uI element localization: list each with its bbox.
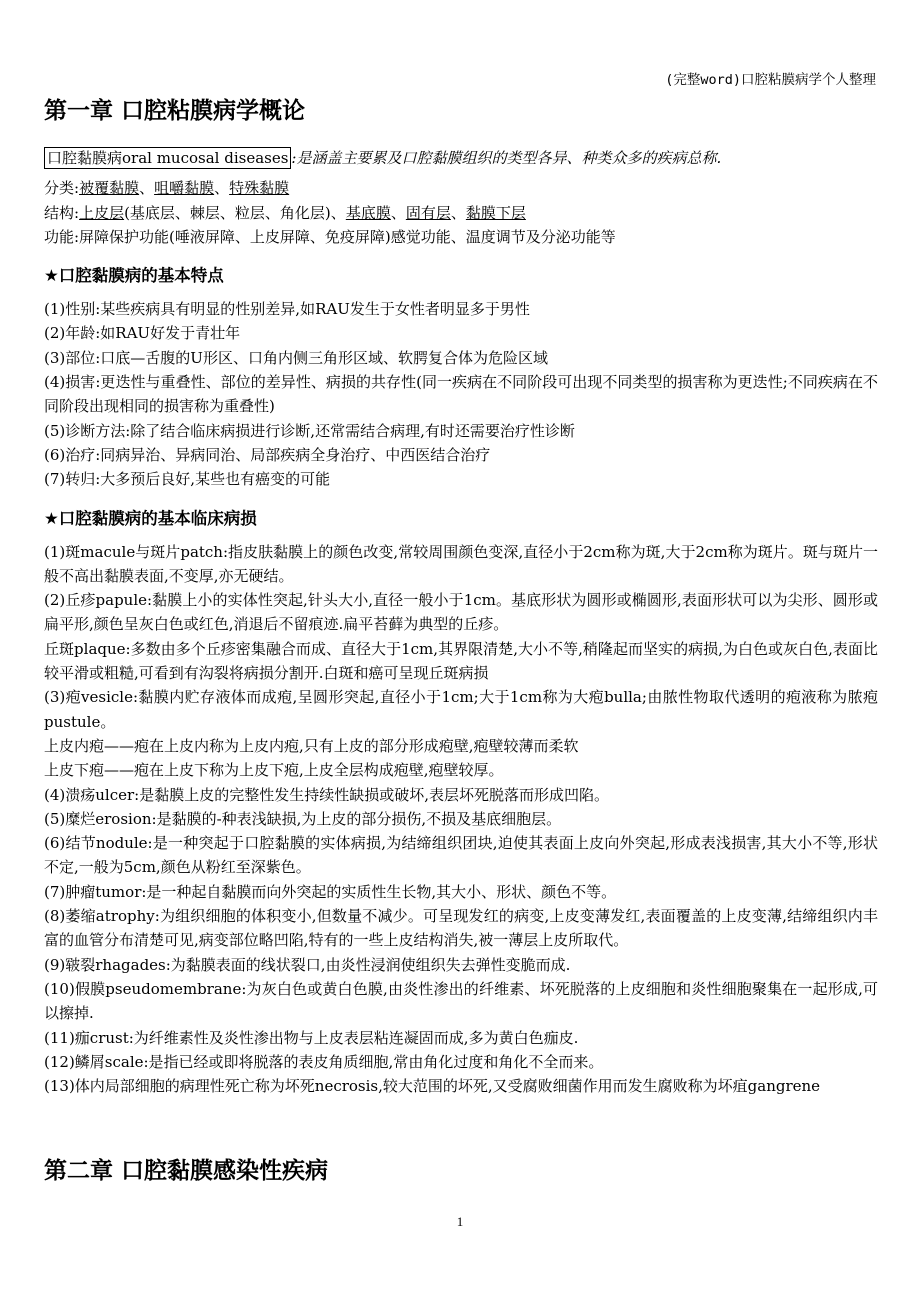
page-content: [44, 96, 878, 1184]
definition-paragraph: [44, 146, 878, 170]
list-item: (1)斑macule与斑片patch:指皮肤黏膜上的颜色改变,常较周围颜色变深,直径小于2cm称为斑,大于2cm称为斑片。斑与斑片一般不高出黏膜表面,不变厚,亦无硬结。: [44, 542, 878, 585]
list-item: (9)皲裂rhagades:为黏膜表面的线状裂口,由炎性浸润使组织失去弹性变脆而成.: [44, 955, 571, 974]
structure-item: 基底膜: [345, 203, 391, 222]
section-1-title: ★口腔黏膜病的基本特点: [44, 266, 224, 286]
list-item: (4)损害:更迭性与重叠性、部位的差异性、病损的共存性(同一疾病在不同阶段可出现不同类型的损害称为更迭性;不同疾病在不同阶段出现相同的损害称为重叠性): [44, 373, 878, 416]
page-number: 1: [456, 1214, 464, 1229]
structure-note: (基底层、棘层、粒层、角化层): [124, 203, 331, 222]
definition-term: 口腔黏膜病oral mucosal diseases: [44, 147, 291, 169]
classification-item: 特殊黏膜: [229, 179, 290, 198]
separator: 、: [390, 203, 406, 222]
list-item: (10)假膜pseudomembrane:为灰白色或黄白色膜,由炎性渗出的纤维素、坏死脱落的上皮细胞和炎性细胞聚集在一起形成,可以擦掉.: [44, 979, 878, 1023]
list-item: (1)性别:某些疾病具有明显的性别差异,如RAU发生于女性者明显多于男性: [44, 300, 530, 319]
list-item: (7)肿瘤tumor:是一种起自黏膜而向外突起的实质性生长物,其大小、形状、颜色不等。: [44, 882, 617, 901]
list-item: (5)糜烂erosion:是黏膜的-种表浅缺损,为上皮的部分损伤,不损及基底细胞层。: [44, 809, 562, 828]
definition-text: :是涵盖主要累及口腔黏膜组织的类型各异、种类众多的疾病总称.: [291, 149, 722, 167]
separator: 、: [330, 203, 346, 222]
list-item: (8)萎缩atrophy:为组织细胞的体积变小,但数量不减少。可呈现发红的病变,上皮变薄发红,表面覆盖的上皮变薄,结缔组织内丰富的血管分布清楚可见,病变部位略凹陷,特有的一些上皮结构消失,被一薄层上皮所取代。: [44, 907, 878, 950]
list-item: (2)丘疹papule:黏膜上小的实体性突起,针头大小,直径一般小于1cm。基底形状为圆形或椭圆形,表面形状可以为尖形、圆形或扁平形,颜色呈灰白色或红色,消退后不留痕迹.扁平苔藓为典型的丘疹。: [44, 591, 878, 634]
section-2-title: ★口腔黏膜病的基本临床病损: [44, 508, 257, 528]
structure-label: 结构:: [44, 203, 80, 222]
separator: 、: [450, 203, 466, 222]
structure-item: 上皮层: [79, 203, 125, 222]
structure-item: 固有层: [405, 203, 451, 222]
list-item: (6)治疗:同病异治、异病同治、局部疾病全身治疗、中西医结合治疗: [44, 445, 491, 464]
list-item: (11)痂crust:为纤维素性及炎性渗出物与上皮表层粘连凝固而成,多为黄白色痂皮.: [44, 1028, 579, 1047]
chapter-2-title: 第二章 口腔黏膜感染性疾病: [44, 1158, 329, 1184]
list-item: (3)疱vesicle:黏膜内贮存液体而成疱,呈圆形突起,直径小于1cm;大于1cm称为大疱bulla;由脓性物取代透明的疱液称为脓疱pustule。: [44, 688, 878, 731]
classification-label: 分类:: [44, 179, 80, 198]
separator: 、: [214, 179, 230, 198]
structure-line: [44, 201, 878, 225]
list-item: 上皮下疱——疱在上皮下称为上皮下疱,上皮全层构成疱壁,疱壁较厚。: [44, 761, 504, 780]
list-item: (13)体内局部细胞的病理性死亡称为坏死necrosis,较大范围的坏死,又受腐败细菌作用而发生腐败称为坏疽gangrene: [44, 1077, 821, 1096]
chapter-1-title: 第一章 口腔粘膜病学概论: [44, 98, 306, 124]
running-header: (完整word)口腔粘膜病学个人整理: [665, 72, 876, 88]
list-item: (7)转归:大多预后良好,某些也有癌变的可能: [44, 470, 331, 489]
list-item: (6)结节nodule:是一种突起于口腔黏膜的实体病损,为结缔组织团块,迫使其表面上皮向外突起,形成表浅损害,其大小不等,形状不定,一般为5cm,颜色从粉红至深紫色。: [44, 834, 878, 877]
list-item: (4)溃疡ulcer:是黏膜上皮的完整性发生持续性缺损或破坏,表层坏死脱落而形成凹陷。: [44, 785, 609, 804]
list-item: 上皮内疱——疱在上皮内称为上皮内疱,只有上皮的部分形成疱壁,疱壁较薄而柔软: [44, 736, 579, 755]
function-line: 功能:屏障保护功能(唾液屏障、上皮屏障、免疫屏障)感觉功能、温度调节及分泌功能等: [44, 227, 616, 246]
list-item: (3)部位:口底—舌腹的U形区、口角内侧三角形区域、软腭复合体为危险区域: [44, 348, 548, 367]
classification-item: 被覆黏膜: [79, 179, 140, 198]
classification-line: [44, 176, 878, 200]
classification-item: 咀嚼黏膜: [154, 179, 215, 198]
separator: 、: [139, 179, 155, 198]
structure-item: 黏膜下层: [465, 203, 526, 222]
list-item: (5)诊断方法:除了结合临床病损进行诊断,还常需结合病理,有时还需要治疗性诊断: [44, 421, 575, 440]
list-item: (2)年龄:如RAU好发于青壮年: [44, 324, 241, 343]
list-item: (12)鳞屑scale:是指已经或即将脱落的表皮角质细胞,常由角化过度和角化不全而来。: [44, 1052, 604, 1071]
list-item: 丘斑plaque:多数由多个丘疹密集融合而成、直径大于1cm,其界限清楚,大小不等,稍隆起而坚实的病损,为白色或灰白色,表面比较平滑或粗糙,可看到有沟裂将病损分割开.白斑和癌可呈现丘斑病损: [44, 639, 878, 683]
